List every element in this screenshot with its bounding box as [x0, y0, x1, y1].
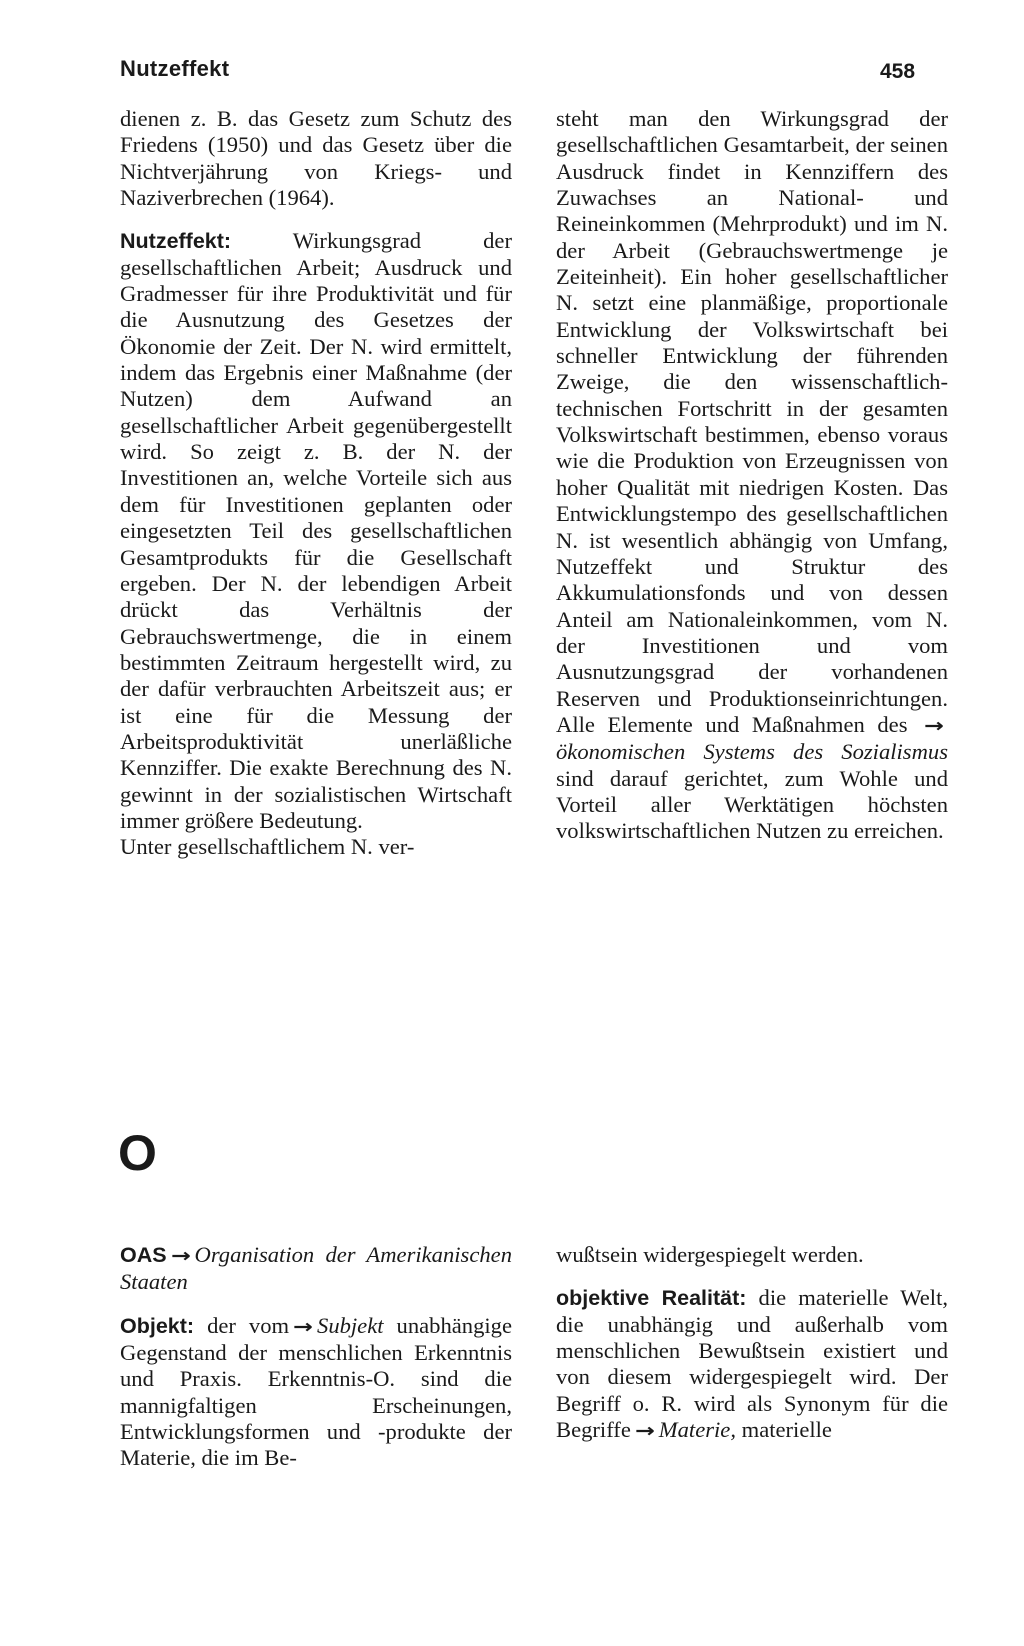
- cross-reference-arrow-icon: →: [634, 1420, 655, 1443]
- top-right-column: [556, 106, 948, 845]
- top-left-column: [120, 106, 512, 861]
- lemma-nutzeffekt: Nutzeffekt:: [120, 229, 232, 254]
- section-letter: O: [118, 1125, 157, 1181]
- cross-reference: Organisation der Amerikanischen Staaten: [120, 1242, 512, 1295]
- bottom-left-column: [120, 1242, 512, 1472]
- lemma-objekt: Objekt:: [120, 1313, 195, 1338]
- cross-reference: Subjekt: [317, 1312, 384, 1338]
- cross-reference-arrow-icon: →: [293, 1315, 314, 1338]
- cross-reference: ökonomischen Systems des Sozialismus: [556, 739, 948, 765]
- continuation-paragraph: wußtsein widergespiegelt werden.: [556, 1242, 864, 1267]
- continuation-paragraph: Unter gesellschaftlichem N. ver-: [120, 834, 415, 860]
- cross-reference-arrow-icon: →: [170, 1245, 191, 1267]
- cross-reference-arrow-icon: →: [924, 714, 945, 737]
- entry-nutzeffekt-continued: steht man den Wirkungsgrad der gesellschaftlichen Gesamtarbeit, der seinen Ausdruck findet in Kennziffern des Zuwachses an National- und Reineinkommen (Mehrprodukt) und im N. der Arbeit (Gebrauchswertmenge je Zeiteinheit). Ein hoher gesellschaftlicher N. setzt eine planmäßige, proportionale Entwicklung der Volkswirtschaft bei schneller Entwicklung der führenden Zweige, die den wissenschaftlich-technischen Fortschritt in der gesamten Volkswirtschaft bestimmen, ebenso voraus wie die Produktion von Erzeugnissen von hoher Qualität mit niedrigen Kosten. Das Entwicklungstempo des gesellschaftlichen N. ist wesentlich abhängig von Umfang, Nutzeffekt und Struktur des Akkumulationsfonds und von dessen Anteil am Nationaleinkommen, vom N. der Investitionen und vom Ausnutzungsgrad der vorhandenen Reserven und Produktionseinrichtungen. Alle Elemente und Maßnahmen des → ökonomischen Systems des Sozialismus sind darauf gerichtet, zum Wohle und Vorteil aller Werktätigen höchsten volkswirtschaftlichen Nutzen zu erreichen.: [556, 106, 948, 844]
- cross-reference: Materie,: [658, 1417, 736, 1443]
- page-number: 458: [880, 60, 916, 83]
- entry-oas: [120, 1242, 512, 1296]
- entry-objektive-realitaet: objektive Realität: die materielle Welt, die unabhängig und außerhalb vom menschlichen Bewußtsein existiert und von diesem widergespiegelt wird. Der Begriff o. R. wird als Synonym für die Begriffe → Materie, materielle: [556, 1285, 948, 1444]
- bottom-right-column: [556, 1242, 948, 1444]
- entry-objekt: Objekt: der vom → Subjekt unabhängige Gegenstand der menschlichen Erkenntnis und Praxis. Erkenntnis-O. sind die mannigfaltigen Erscheinungen, Entwicklungsformen und -produkte der Materie, die im Be-: [120, 1312, 512, 1471]
- lemma-oas: OAS: [120, 1243, 167, 1267]
- running-title: Nutzeffekt: [120, 56, 230, 81]
- intro-paragraph: dienen z. B. das Gesetz zum Schutz des Friedens (1950) und das Gesetz über die Nichtverjährung von Kriegs- und Naziverbrechen (1964).: [120, 106, 512, 211]
- lemma-objektive-realitaet: objektive Realität:: [556, 1286, 747, 1311]
- entry-nutzeffekt: Nutzeffekt: Wirkungsgrad der gesellschaftlichen Arbeit; Ausdruck und Gradmesser für ihre Produktivität und für die Ausnutzung des Gesetzes der Ökonomie der Zeit. Der N. wird ermittelt, indem das Ergebnis einer Maßnahme (der Nutzen) dem Aufwand an gesellschaftlicher Arbeit gegenübergestellt wird. So zeigt z. B. der N. der Investitionen an, welche Vorteile sich aus dem für Investitionen geplanten oder eingesetzten Teil des gesellschaftlichen Gesamtprodukts für die Gesellschaft ergeben. Der N. der lebendigen Arbeit drückt das Verhältnis der Gebrauchswertmenge, die in einem bestimmten Zeitraum hergestellt wird, zu der dafür verbrauchten Arbeitszeit aus; er ist eine für die Messung der Arbeitsproduktivität unerläßliche Kennziffer. Die exakte Berechnung des N. gewinnt in der sozialistischen Wirtschaft immer größere Bedeutung.: [120, 228, 512, 833]
